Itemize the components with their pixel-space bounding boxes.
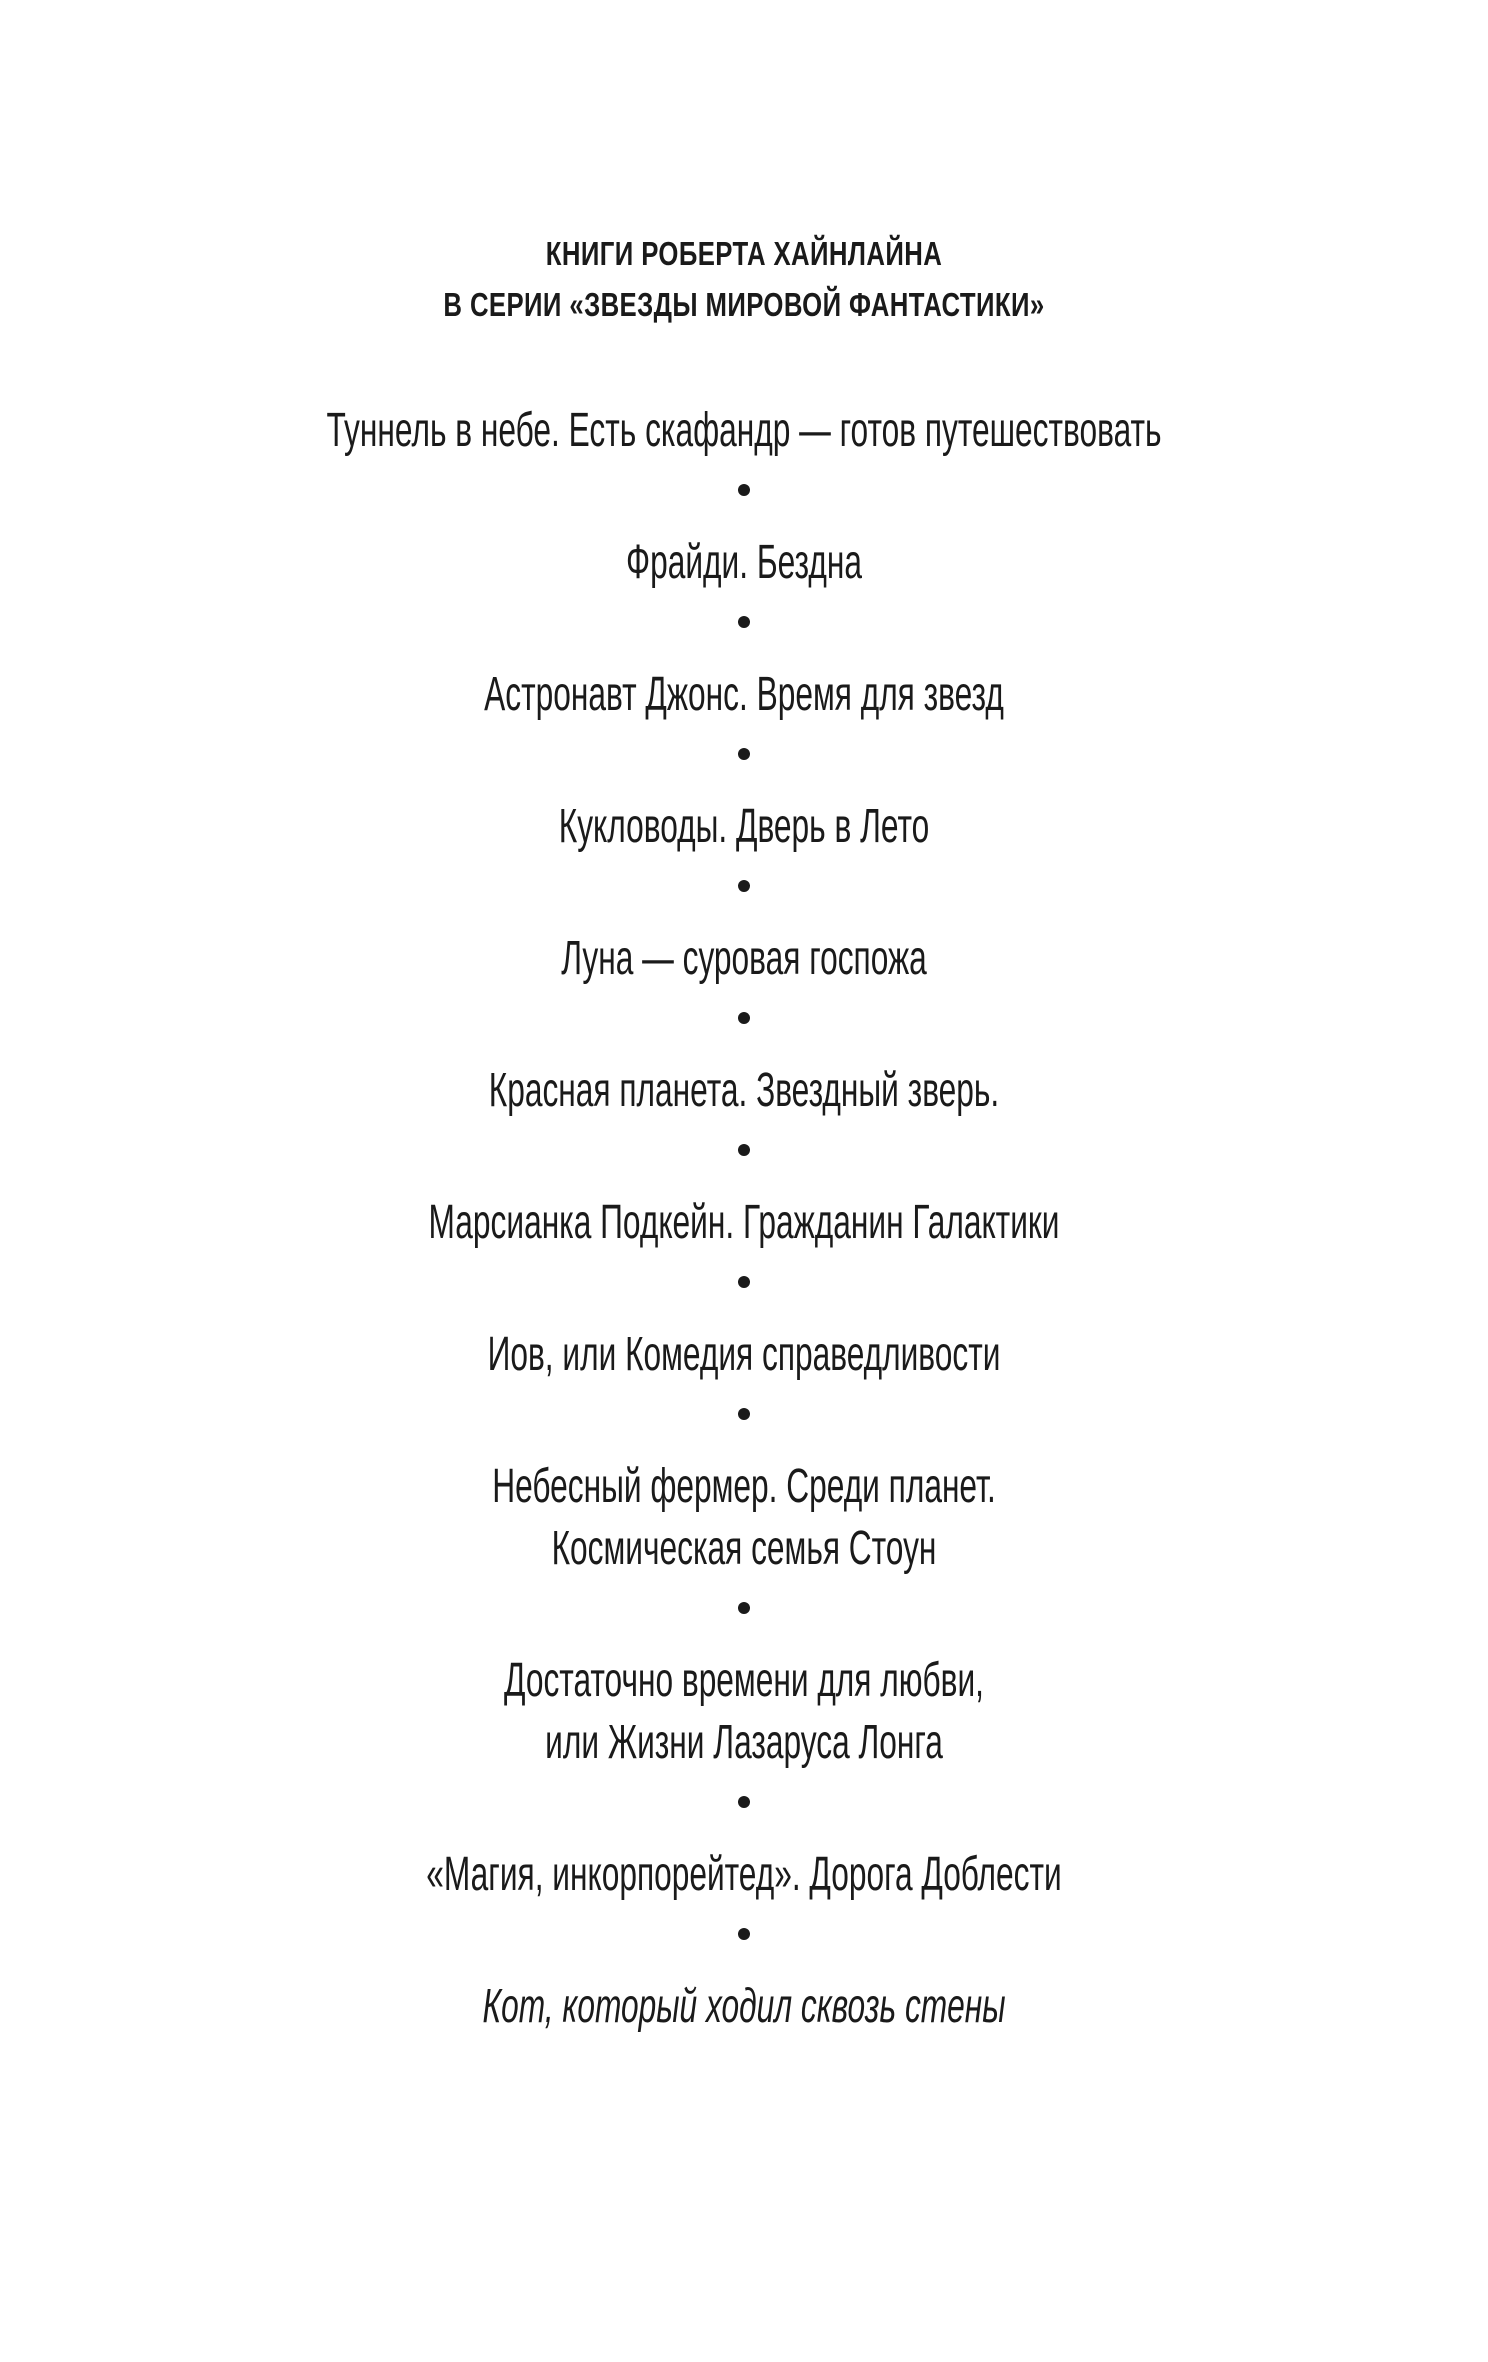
book-title-line: Фрайди. Бездна bbox=[626, 536, 862, 589]
book-title-line: Туннель в небе. Есть скафандр — готов путешествовать bbox=[326, 404, 1162, 457]
book-title-line: Луна — суровая госпожа bbox=[561, 932, 927, 985]
bullet-icon bbox=[738, 1144, 750, 1156]
book-title-line: «Магия, инкорпорейтед». Дорога Доблести bbox=[426, 1848, 1062, 1901]
book-title-line: Иов, или Комедия справедливости bbox=[487, 1328, 1001, 1381]
book-title-line: Космическая семья Стоун bbox=[551, 1522, 937, 1575]
bullet-separator bbox=[0, 1386, 1488, 1456]
heading-line-2: В СЕРИИ «ЗВЕЗДЫ МИРОВОЙ ФАНТАСТИКИ» bbox=[443, 286, 1045, 323]
book-title bbox=[253, 1060, 1235, 1122]
book-title bbox=[253, 1192, 1235, 1254]
book-title bbox=[253, 664, 1235, 726]
book-title-line: или Жизни Лазаруса Лонга bbox=[545, 1716, 943, 1769]
book-title bbox=[253, 1976, 1235, 2038]
bullet-icon bbox=[738, 880, 750, 892]
book-title-line: Марсианка Подкейн. Гражданин Галактики bbox=[428, 1196, 1060, 1249]
book-title-line: Кукловоды. Дверь в Лето bbox=[558, 800, 930, 853]
bullet-separator bbox=[0, 594, 1488, 664]
book-list bbox=[0, 400, 1488, 2038]
bullet-separator bbox=[0, 990, 1488, 1060]
book-title bbox=[253, 1650, 1235, 1774]
bullet-icon bbox=[738, 1796, 750, 1808]
book-title bbox=[253, 928, 1235, 990]
bullet-separator bbox=[0, 858, 1488, 928]
book-title bbox=[253, 1456, 1235, 1580]
book-title-line: Красная планета. Звездный зверь. bbox=[488, 1064, 1000, 1117]
bullet-separator bbox=[0, 1254, 1488, 1324]
bullet-icon bbox=[738, 1408, 750, 1420]
heading-line-1: КНИГИ РОБЕРТА ХАЙНЛАЙНА bbox=[545, 235, 943, 272]
bullet-icon bbox=[738, 1602, 750, 1614]
book-title-line: Достаточно времени для любви, bbox=[504, 1654, 984, 1707]
book-title-line: Астронавт Джонс. Время для звезд bbox=[484, 668, 1004, 721]
bullet-separator bbox=[0, 1906, 1488, 1976]
book-title bbox=[253, 1324, 1235, 1386]
bullet-icon bbox=[738, 1012, 750, 1024]
bullet-icon bbox=[738, 1928, 750, 1940]
book-title bbox=[253, 532, 1235, 594]
book-title-line: Небесный фермер. Среди планет. bbox=[492, 1460, 996, 1513]
bullet-separator bbox=[0, 1774, 1488, 1844]
bullet-icon bbox=[738, 748, 750, 760]
book-title bbox=[253, 400, 1235, 462]
bullet-separator bbox=[0, 1580, 1488, 1650]
bullet-separator bbox=[0, 726, 1488, 796]
bullet-separator bbox=[0, 1122, 1488, 1192]
bullet-separator bbox=[0, 462, 1488, 532]
bullet-icon bbox=[738, 1276, 750, 1288]
bullet-icon bbox=[738, 484, 750, 496]
book-title-line: Кот, который ходил сквозь стены bbox=[482, 1980, 1006, 2033]
book-title bbox=[253, 1844, 1235, 1906]
series-heading bbox=[164, 228, 1325, 330]
bullet-icon bbox=[738, 616, 750, 628]
book-title bbox=[253, 796, 1235, 858]
